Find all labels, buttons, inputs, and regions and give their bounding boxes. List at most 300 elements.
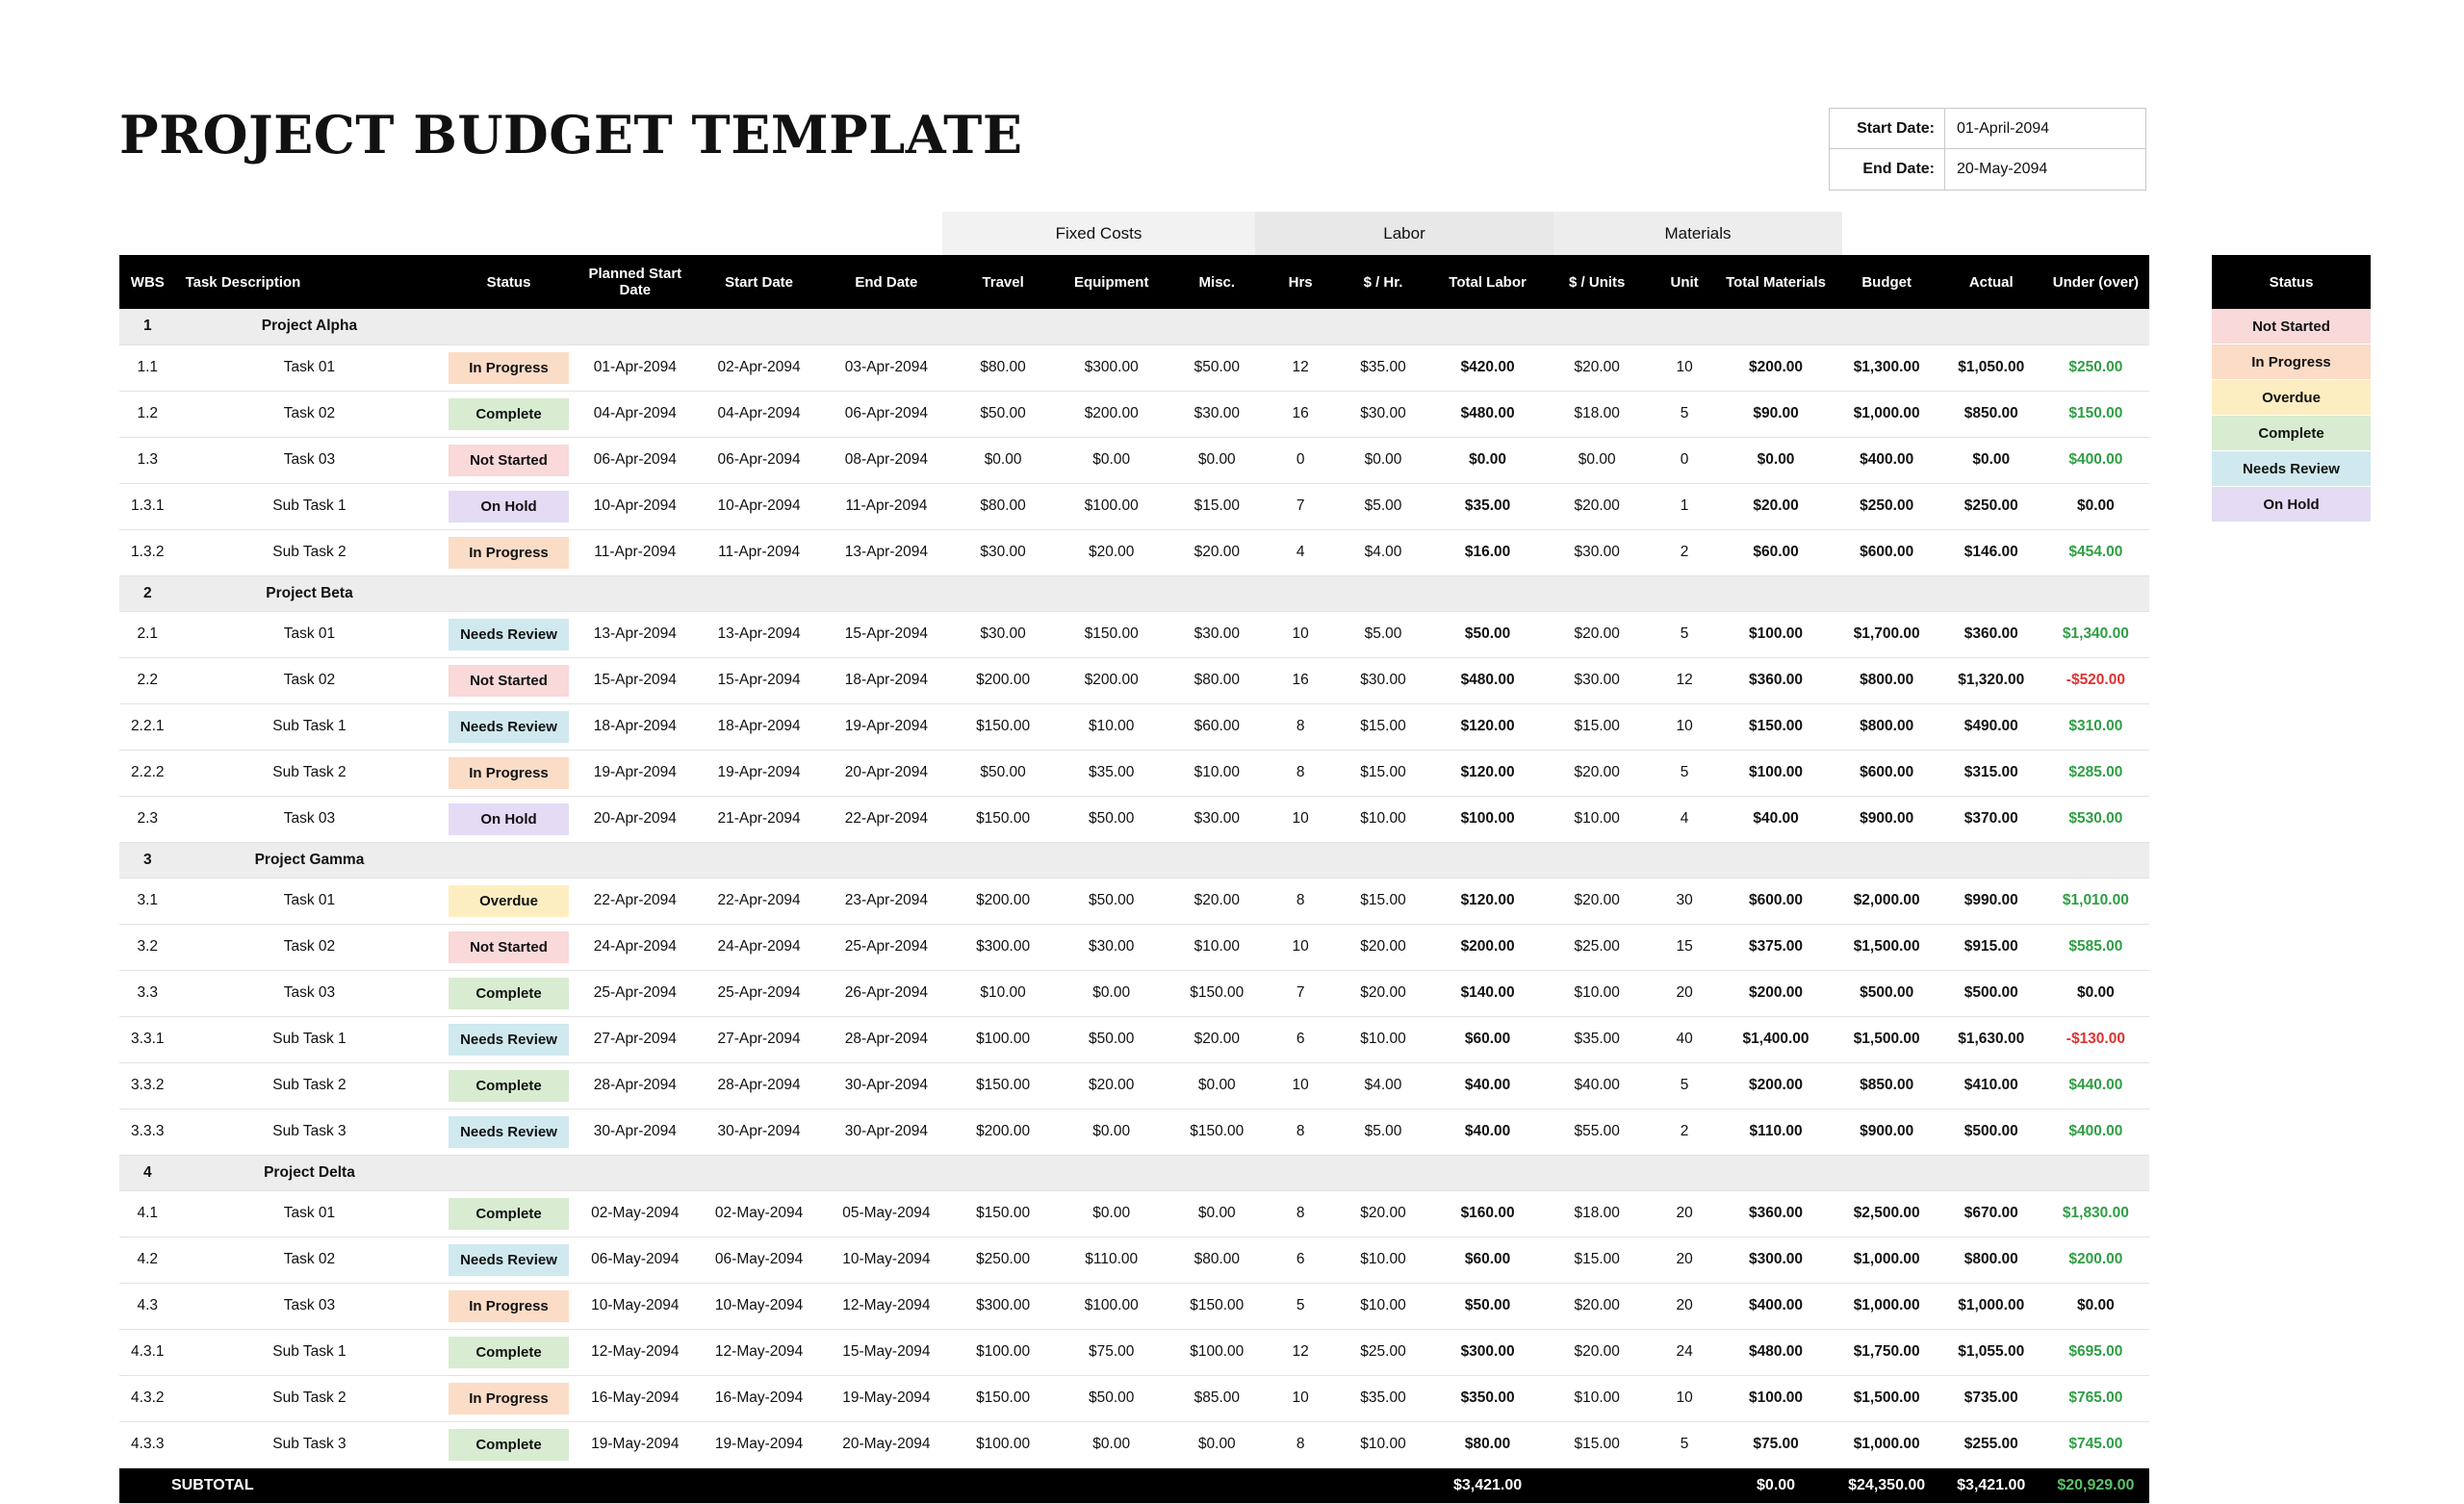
cell-unit: 20	[1651, 1190, 1719, 1236]
cell-total-labor: $60.00	[1432, 1236, 1544, 1283]
cell-equipment: $110.00	[1056, 1236, 1168, 1283]
cell-total-materials: $40.00	[1718, 796, 1833, 842]
cell-budget: $1,500.00	[1834, 1016, 1940, 1062]
group-wbs: 4	[119, 1155, 176, 1190]
cell-per-units: $0.00	[1544, 437, 1651, 483]
group-empty-cell	[696, 575, 822, 611]
cell-total-materials: $90.00	[1718, 391, 1833, 437]
cell-total-labor: $140.00	[1432, 970, 1544, 1016]
subtotal-label: SUBTOTAL	[119, 1467, 443, 1503]
cell-task-description: Task 02	[176, 924, 444, 970]
table-row	[119, 750, 2149, 796]
cell-travel: $200.00	[951, 657, 1056, 703]
column-group-band	[119, 212, 2149, 255]
cell-per-units: $40.00	[1544, 1062, 1651, 1109]
cell-under-over: -$130.00	[2042, 1016, 2149, 1062]
group-empty-cell	[443, 575, 574, 611]
table-body	[119, 309, 2149, 1503]
status-badge[interactable]	[443, 1016, 574, 1062]
status-badge-label: Overdue	[449, 885, 568, 917]
cell-total-materials: $150.00	[1718, 703, 1833, 750]
cell-budget: $250.00	[1834, 483, 1940, 529]
cell-under-over: $585.00	[2042, 924, 2149, 970]
cell-equipment: $50.00	[1056, 1375, 1168, 1421]
col-wbs[interactable]: WBS	[119, 255, 176, 309]
cell-end-date: 05-May-2094	[822, 1190, 950, 1236]
col-start-date[interactable]: Start Date	[696, 255, 822, 309]
cell-wbs: 1.2	[119, 391, 176, 437]
table-row	[119, 924, 2149, 970]
cell-wbs: 3.2	[119, 924, 176, 970]
group-empty-cell	[1718, 309, 1833, 344]
cell-hrs: 16	[1267, 391, 1335, 437]
cell-actual: $500.00	[1940, 1109, 2042, 1155]
legend-item: Overdue	[2212, 380, 2371, 416]
cell-travel: $30.00	[951, 611, 1056, 657]
legend-item: In Progress	[2212, 344, 2371, 380]
status-badge-label: In Progress	[449, 537, 568, 569]
cell-actual: $1,050.00	[1940, 344, 2042, 391]
cell-planned-start-date: 18-Apr-2094	[575, 703, 696, 750]
cell-actual: $410.00	[1940, 1062, 2042, 1109]
cell-end-date: 19-May-2094	[822, 1375, 950, 1421]
status-badge-label: Needs Review	[449, 711, 568, 743]
cell-misc: $20.00	[1168, 878, 1267, 924]
table-row	[119, 1421, 2149, 1467]
cell-unit: 5	[1651, 391, 1719, 437]
cell-end-date: 26-Apr-2094	[822, 970, 950, 1016]
cell-hrs: 8	[1267, 750, 1335, 796]
cell-total-materials: $0.00	[1718, 437, 1833, 483]
cell-total-labor: $35.00	[1432, 483, 1544, 529]
group-empty-cell	[1056, 575, 1168, 611]
table-row	[119, 878, 2149, 924]
cell-total-materials: $375.00	[1718, 924, 1833, 970]
cell-actual: $735.00	[1940, 1375, 2042, 1421]
cell-misc: $30.00	[1168, 796, 1267, 842]
status-badge[interactable]	[443, 1109, 574, 1155]
cell-start-date: 30-Apr-2094	[696, 1109, 822, 1155]
cell-under-over: $400.00	[2042, 1109, 2149, 1155]
cell-planned-start-date: 19-Apr-2094	[575, 750, 696, 796]
status-badge[interactable]	[443, 796, 574, 842]
status-badge-label: Complete	[449, 1429, 568, 1461]
cell-travel: $100.00	[951, 1016, 1056, 1062]
cell-total-labor: $120.00	[1432, 750, 1544, 796]
status-badge-label: Needs Review	[449, 1116, 568, 1148]
cell-total-materials: $60.00	[1718, 529, 1833, 575]
cell-actual: $250.00	[1940, 483, 2042, 529]
cell-total-materials: $200.00	[1718, 1062, 1833, 1109]
cell-hrs: 10	[1267, 1062, 1335, 1109]
cell-travel: $200.00	[951, 1109, 1056, 1155]
status-badge-label: On Hold	[449, 803, 568, 835]
group-empty-cell	[1651, 309, 1719, 344]
cell-under-over: -$520.00	[2042, 657, 2149, 703]
table-row	[119, 1109, 2149, 1155]
cell-travel: $10.00	[951, 970, 1056, 1016]
cell-wbs: 3.1	[119, 878, 176, 924]
group-empty-cell	[1834, 842, 1940, 878]
cell-task-description: Task 01	[176, 344, 444, 391]
cell-equipment: $0.00	[1056, 1190, 1168, 1236]
cell-unit: 2	[1651, 1109, 1719, 1155]
col-task-description[interactable]: Task Description	[176, 255, 444, 309]
cell-budget: $400.00	[1834, 437, 1940, 483]
cell-equipment: $30.00	[1056, 924, 1168, 970]
cell-hrs: 7	[1267, 970, 1335, 1016]
cell-total-materials: $100.00	[1718, 611, 1833, 657]
cell-total-labor: $80.00	[1432, 1421, 1544, 1467]
group-empty-cell	[1834, 1155, 1940, 1190]
cell-under-over: $745.00	[2042, 1421, 2149, 1467]
cell-rate: $20.00	[1335, 1190, 1432, 1236]
subtotal-empty-cell	[1335, 1467, 1432, 1503]
group-empty-cell	[1940, 309, 2042, 344]
cell-hrs: 10	[1267, 1375, 1335, 1421]
budget-table	[119, 255, 2149, 1504]
cell-total-labor: $40.00	[1432, 1109, 1544, 1155]
cell-misc: $30.00	[1168, 391, 1267, 437]
cell-end-date: 15-Apr-2094	[822, 611, 950, 657]
cell-travel: $30.00	[951, 529, 1056, 575]
cell-hrs: 4	[1267, 529, 1335, 575]
cell-wbs: 4.2	[119, 1236, 176, 1283]
group-empty-cell	[951, 1155, 1056, 1190]
cell-wbs: 2.2.1	[119, 703, 176, 750]
cell-start-date: 10-Apr-2094	[696, 483, 822, 529]
status-badge[interactable]	[443, 1421, 574, 1467]
cell-start-date: 21-Apr-2094	[696, 796, 822, 842]
cell-equipment: $10.00	[1056, 703, 1168, 750]
group-empty-cell	[2042, 842, 2149, 878]
group-name: Project Alpha	[176, 309, 444, 344]
end-date-row	[1830, 149, 2145, 190]
cell-wbs: 3.3	[119, 970, 176, 1016]
group-empty-cell	[1335, 575, 1432, 611]
cell-misc: $100.00	[1168, 1329, 1267, 1375]
status-badge[interactable]	[443, 924, 574, 970]
cell-equipment: $200.00	[1056, 391, 1168, 437]
group-empty-cell	[1940, 575, 2042, 611]
group-empty-cell	[1432, 842, 1544, 878]
cell-task-description: Sub Task 2	[176, 1375, 444, 1421]
group-empty-cell	[1718, 1155, 1833, 1190]
cell-end-date: 06-Apr-2094	[822, 391, 950, 437]
cell-travel: $300.00	[951, 1283, 1056, 1329]
cell-travel: $100.00	[951, 1329, 1056, 1375]
cell-equipment: $0.00	[1056, 970, 1168, 1016]
cell-task-description: Sub Task 3	[176, 1421, 444, 1467]
cell-budget: $1,750.00	[1834, 1329, 1940, 1375]
status-badge-label: In Progress	[449, 1383, 568, 1415]
cell-per-units: $10.00	[1544, 1375, 1651, 1421]
end-date-value[interactable]: 20-May-2094	[1957, 161, 2048, 177]
status-badge[interactable]	[443, 391, 574, 437]
cell-budget: $2,500.00	[1834, 1190, 1940, 1236]
group-empty-cell	[1056, 842, 1168, 878]
cell-total-labor: $480.00	[1432, 657, 1544, 703]
cell-misc: $60.00	[1168, 703, 1267, 750]
cell-task-description: Task 03	[176, 796, 444, 842]
group-name: Project Delta	[176, 1155, 444, 1190]
cell-budget: $800.00	[1834, 703, 1940, 750]
cell-under-over: $1,830.00	[2042, 1190, 2149, 1236]
cell-planned-start-date: 01-Apr-2094	[575, 344, 696, 391]
col-total-labor[interactable]: Total Labor	[1432, 255, 1544, 309]
group-empty-cell	[443, 1155, 574, 1190]
col-equipment[interactable]: Equipment	[1056, 255, 1168, 309]
subtotal-under-over: $20,929.00	[2042, 1467, 2149, 1503]
status-legend	[2212, 255, 2371, 523]
cell-planned-start-date: 28-Apr-2094	[575, 1062, 696, 1109]
cell-per-units: $20.00	[1544, 878, 1651, 924]
cell-misc: $10.00	[1168, 924, 1267, 970]
cell-total-materials: $75.00	[1718, 1421, 1833, 1467]
cell-end-date: 15-May-2094	[822, 1329, 950, 1375]
col-misc[interactable]: Misc.	[1168, 255, 1267, 309]
col-status[interactable]: Status	[443, 255, 574, 309]
table-row	[119, 483, 2149, 529]
col-end-date[interactable]: End Date	[822, 255, 950, 309]
cell-misc: $85.00	[1168, 1375, 1267, 1421]
cell-per-units: $30.00	[1544, 529, 1651, 575]
table-row	[119, 1236, 2149, 1283]
cell-total-labor: $480.00	[1432, 391, 1544, 437]
col-per-units[interactable]: $ / Units	[1544, 255, 1651, 309]
cell-rate: $30.00	[1335, 657, 1432, 703]
cell-actual: $370.00	[1940, 796, 2042, 842]
cell-per-units: $15.00	[1544, 1421, 1651, 1467]
group-empty-cell	[1834, 575, 1940, 611]
col-actual[interactable]: Actual	[1940, 255, 2042, 309]
cell-unit: 40	[1651, 1016, 1719, 1062]
cell-under-over: $454.00	[2042, 529, 2149, 575]
status-badge[interactable]	[443, 611, 574, 657]
cell-budget: $2,000.00	[1834, 878, 1940, 924]
cell-end-date: 25-Apr-2094	[822, 924, 950, 970]
cell-budget: $500.00	[1834, 970, 1940, 1016]
cell-wbs: 3.3.3	[119, 1109, 176, 1155]
status-badge[interactable]	[443, 657, 574, 703]
table-row	[119, 1375, 2149, 1421]
group-empty-cell	[2042, 309, 2149, 344]
cell-total-labor: $160.00	[1432, 1190, 1544, 1236]
table-row	[119, 391, 2149, 437]
cell-total-materials: $300.00	[1718, 1236, 1833, 1283]
cell-hrs: 8	[1267, 703, 1335, 750]
cell-actual: $500.00	[1940, 970, 2042, 1016]
status-badge[interactable]	[443, 344, 574, 391]
status-badge[interactable]	[443, 970, 574, 1016]
cell-per-units: $20.00	[1544, 750, 1651, 796]
cell-total-labor: $420.00	[1432, 344, 1544, 391]
subtotal-empty-cell	[696, 1467, 822, 1503]
group-empty-cell	[2042, 1155, 2149, 1190]
status-badge-label: Complete	[449, 1198, 568, 1230]
start-date-value[interactable]: 01-April-2094	[1957, 119, 2050, 137]
cell-unit: 12	[1651, 657, 1719, 703]
cell-per-units: $15.00	[1544, 1236, 1651, 1283]
cell-start-date: 27-Apr-2094	[696, 1016, 822, 1062]
cell-total-materials: $200.00	[1718, 344, 1833, 391]
cell-start-date: 18-Apr-2094	[696, 703, 822, 750]
cell-hrs: 8	[1267, 878, 1335, 924]
cell-budget: $800.00	[1834, 657, 1940, 703]
cell-wbs: 2.2.2	[119, 750, 176, 796]
cell-end-date: 12-May-2094	[822, 1283, 950, 1329]
cell-misc: $80.00	[1168, 657, 1267, 703]
group-empty-cell	[1651, 1155, 1719, 1190]
cell-planned-start-date: 20-Apr-2094	[575, 796, 696, 842]
status-badge[interactable]	[443, 1190, 574, 1236]
cell-rate: $10.00	[1335, 1283, 1432, 1329]
group-empty-cell	[1168, 1155, 1267, 1190]
group-empty-cell	[822, 1155, 950, 1190]
project-group-row	[119, 1155, 2149, 1190]
status-badge-label: Complete	[449, 1070, 568, 1102]
group-spacer	[119, 212, 942, 255]
cell-travel: $80.00	[951, 483, 1056, 529]
cell-travel: $150.00	[951, 1062, 1056, 1109]
cell-wbs: 1.3.1	[119, 483, 176, 529]
status-legend-items	[2212, 309, 2371, 523]
group-empty-cell	[1267, 575, 1335, 611]
cell-per-units: $20.00	[1544, 483, 1651, 529]
cell-rate: $10.00	[1335, 1421, 1432, 1467]
cell-hrs: 7	[1267, 483, 1335, 529]
cell-task-description: Sub Task 3	[176, 1109, 444, 1155]
cell-actual: $990.00	[1940, 878, 2042, 924]
group-labor: Labor	[1255, 212, 1553, 255]
cell-misc: $10.00	[1168, 750, 1267, 796]
cell-task-description: Sub Task 2	[176, 750, 444, 796]
subtotal-budget: $24,350.00	[1834, 1467, 1940, 1503]
status-badge[interactable]	[443, 1236, 574, 1283]
legend-item: Not Started	[2212, 309, 2371, 344]
cell-misc: $0.00	[1168, 1062, 1267, 1109]
group-empty-cell	[1267, 309, 1335, 344]
cell-total-materials: $100.00	[1718, 750, 1833, 796]
cell-start-date: 22-Apr-2094	[696, 878, 822, 924]
table-row	[119, 437, 2149, 483]
cell-misc: $80.00	[1168, 1236, 1267, 1283]
col-total-materials[interactable]: Total Materials	[1718, 255, 1833, 309]
status-badge[interactable]	[443, 1283, 574, 1329]
cell-hrs: 8	[1267, 1421, 1335, 1467]
cell-total-materials: $600.00	[1718, 878, 1833, 924]
cell-task-description: Task 03	[176, 1283, 444, 1329]
status-badge-label: Complete	[449, 1337, 568, 1368]
cell-per-units: $20.00	[1544, 1329, 1651, 1375]
cell-total-labor: $350.00	[1432, 1375, 1544, 1421]
cell-planned-start-date: 16-May-2094	[575, 1375, 696, 1421]
col-under-over[interactable]: Under (over)	[2042, 255, 2149, 309]
col-budget[interactable]: Budget	[1834, 255, 1940, 309]
cell-task-description: Sub Task 1	[176, 703, 444, 750]
cell-start-date: 06-Apr-2094	[696, 437, 822, 483]
table-row	[119, 529, 2149, 575]
cell-budget: $1,300.00	[1834, 344, 1940, 391]
cell-task-description: Sub Task 1	[176, 483, 444, 529]
cell-total-labor: $120.00	[1432, 703, 1544, 750]
cell-hrs: 12	[1267, 344, 1335, 391]
cell-actual: $255.00	[1940, 1421, 2042, 1467]
col-unit[interactable]: Unit	[1651, 255, 1719, 309]
cell-hrs: 16	[1267, 657, 1335, 703]
status-badge[interactable]	[443, 437, 574, 483]
cell-planned-start-date: 11-Apr-2094	[575, 529, 696, 575]
cell-unit: 0	[1651, 437, 1719, 483]
cell-rate: $5.00	[1335, 483, 1432, 529]
cell-unit: 5	[1651, 1421, 1719, 1467]
status-badge[interactable]	[443, 1375, 574, 1421]
cell-task-description: Sub Task 1	[176, 1016, 444, 1062]
cell-budget: $850.00	[1834, 1062, 1940, 1109]
status-badge[interactable]	[443, 529, 574, 575]
status-legend-title: Status	[2212, 255, 2371, 309]
cell-actual: $1,630.00	[1940, 1016, 2042, 1062]
cell-unit: 20	[1651, 1283, 1719, 1329]
group-empty-cell	[575, 575, 696, 611]
col-travel[interactable]: Travel	[951, 255, 1056, 309]
legend-item: Complete	[2212, 416, 2371, 451]
cell-under-over: $765.00	[2042, 1375, 2149, 1421]
cell-task-description: Task 01	[176, 878, 444, 924]
subtotal-empty-cell	[951, 1467, 1056, 1503]
cell-planned-start-date: 02-May-2094	[575, 1190, 696, 1236]
status-badge-label: In Progress	[449, 757, 568, 789]
col-hrs[interactable]: Hrs	[1267, 255, 1335, 309]
cell-start-date: 19-Apr-2094	[696, 750, 822, 796]
status-badge-label: Needs Review	[449, 1024, 568, 1056]
col-rate[interactable]: $ / Hr.	[1335, 255, 1432, 309]
cell-total-materials: $360.00	[1718, 657, 1833, 703]
group-empty-cell	[2042, 575, 2149, 611]
subtotal-empty-cell	[1544, 1467, 1651, 1503]
cell-task-description: Task 03	[176, 437, 444, 483]
cell-under-over: $200.00	[2042, 1236, 2149, 1283]
cell-task-description: Sub Task 2	[176, 1062, 444, 1109]
cell-equipment: $20.00	[1056, 529, 1168, 575]
cell-total-labor: $40.00	[1432, 1062, 1544, 1109]
cell-budget: $600.00	[1834, 529, 1940, 575]
status-badge[interactable]	[443, 878, 574, 924]
group-name: Project Gamma	[176, 842, 444, 878]
cell-budget: $1,000.00	[1834, 1283, 1940, 1329]
cell-rate: $15.00	[1335, 703, 1432, 750]
status-badge[interactable]	[443, 483, 574, 529]
col-planned-start-date[interactable]: Planned Start Date	[575, 255, 696, 309]
cell-rate: $10.00	[1335, 796, 1432, 842]
cell-actual: $800.00	[1940, 1236, 2042, 1283]
status-badge[interactable]	[443, 750, 574, 796]
group-empty-cell	[1168, 575, 1267, 611]
cell-unit: 20	[1651, 970, 1719, 1016]
cell-unit: 5	[1651, 1062, 1719, 1109]
group-empty-cell	[822, 309, 950, 344]
cell-equipment: $150.00	[1056, 611, 1168, 657]
cell-total-materials: $100.00	[1718, 1375, 1833, 1421]
table-row	[119, 1190, 2149, 1236]
status-badge[interactable]	[443, 703, 574, 750]
status-badge[interactable]	[443, 1062, 574, 1109]
status-badge[interactable]	[443, 1329, 574, 1375]
subtotal-total-materials: $0.00	[1718, 1467, 1833, 1503]
cell-wbs: 4.3.2	[119, 1375, 176, 1421]
cell-equipment: $50.00	[1056, 878, 1168, 924]
group-empty-cell	[575, 842, 696, 878]
